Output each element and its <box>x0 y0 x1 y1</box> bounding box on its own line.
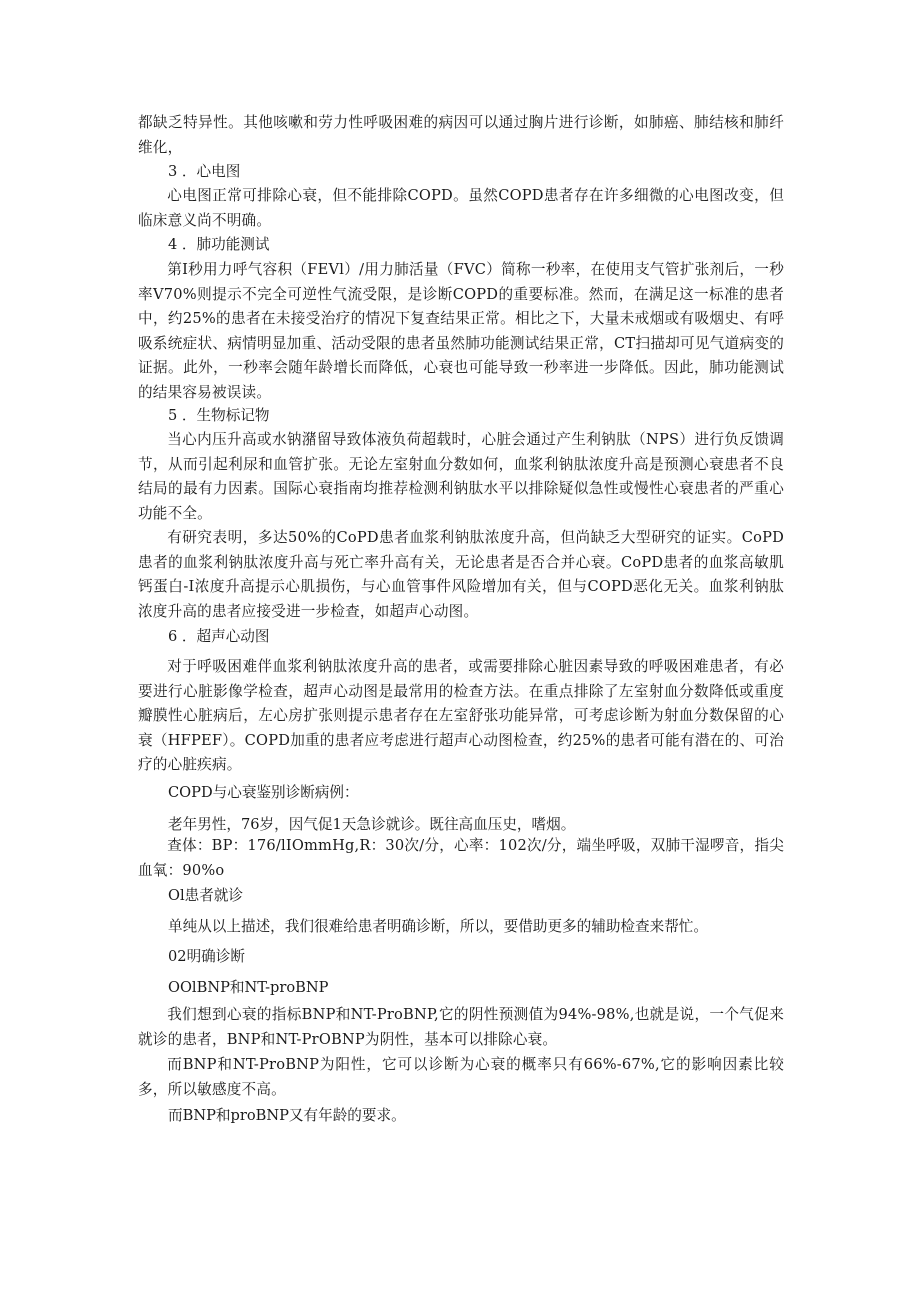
paragraph-biomarkers-b: 有研究表明，多达50%的CoPD患者血浆利钠肽浓度升高，但尚缺乏大型研究的证实。CoPD患者的血浆利钠肽浓度升高与死亡率升高有关，无论患者是否合并心衰。CoPD患者的血浆高敏肌钙蛋白-I浓度升高提示心肌损伤，与心血管事件风险增加有关，但与COPD恶化无关。血浆利钠肽浓度升高的患者应接受进一步检查，如超声心动图。 <box>138 529 784 620</box>
paragraph-echocardiography: 对于呼吸困难伴血浆利钠肽浓度升高的患者，或需要排除心脏因素导致的呼吸困难患者，有必要进行心脏影像学检查，超声心动图是最常用的检查方法。在重点排除了左室射血分数降低或重度瓣膜性心脏病后，左心房扩张则提示患者存在左室舒张功能异常，可考虑诊断为射血分数保留的心衰（HFPEF）。COPD加重的患者应考虑进行超声心动图检查，约25%的患者可能有潜在的、可治疗的心脏疾病。 <box>138 658 784 773</box>
paragraph-02c: 而BNP和proBNP又有年龄的要求。 <box>168 1107 406 1124</box>
paragraph-biomarkers-a: 当心内压升高或水钠潴留导致体液负荷超载时，心脏会通过产生利钠肽（NPS）进行负反馈调节，从而引起利尿和血管扩张。无论左室射血分数如何，血浆利钠肽浓度升高是预测心衰患者不良结局的最有力因素。国际心衰指南均推荐检测利钠肽水平以排除疑似急性或慢性心衰患者的严重心功能不全。 <box>138 431 784 522</box>
paragraph-ecg: 心电图正常可排除心衰，但不能排除COPD。虽然COPD患者存在许多细微的心电图改变，但临床意义尚不明确。 <box>138 187 784 229</box>
case-title: COPD与心衰鉴别诊断病例： <box>168 784 359 801</box>
paragraph-02a: 我们想到心衰的指标BNP和NT-ProBNP,它的阴性预测值为94%-98%,也就是说，一个气促来就诊的患者，BNP和NT-PrOBNP为阴性，基本可以排除心衰。 <box>138 1006 784 1048</box>
paragraph-pulmonary-function: 第I秒用力呼气容积（FEVl）/用力肺活量（FVC）简称一秒率，在使用支气管扩张剂后，一秒率V70%则提示不完全可逆性气流受限，是诊断COPD的重要标准。然而，在满足这一标准的患者中，约25%的患者在未接受治疗的情况下复查结果正常。相比之下，大量未戒烟或有吸烟史、有呼吸系统症状、病情明显加重、活动受限的患者虽然肺功能测试结果正常，CT扫描却可见气道病变的证据。此外，一秒率会随年龄增长而降低，心衰也可能导致一秒率进一步降低。因此，肺功能测试的结果容易被误读。 <box>138 261 784 401</box>
heading-ecg: 3 ．心电图 <box>168 163 241 180</box>
heading-biomarkers: 5 ．生物标记物 <box>168 407 270 424</box>
heading-pulmonary-function: 4 ．肺功能测试 <box>168 236 270 253</box>
paragraph-01: 单纯从以上描述，我们很难给患者明确诊断，所以，要借助更多的辅助检查来帮忙。 <box>168 918 708 935</box>
paragraph-02b: 而BNP和NT-ProBNP为阳性，它可以诊断为心衰的概率只有66%-67%,它的影响因素比较多，所以敏感度不高。 <box>138 1056 784 1098</box>
section-01: Ol患者就诊 <box>168 887 244 904</box>
section-02: 02明确诊断 <box>168 948 245 965</box>
case-history: 老年男性，76岁，因气促1天急诊就诊。既往高血压史，嗜烟。 <box>168 816 576 833</box>
section-02-sub: OOlBNP和NT-proBNP <box>168 979 329 996</box>
case-exam: 查体：BP：176/lIOmmHg,R：30次/分，心率：102次/分，端坐呼吸，双肺干湿啰音，指尖血氧：90%o <box>138 837 784 879</box>
heading-echocardiography: 6 ．超声心动图 <box>168 628 270 645</box>
paragraph-intro: 都缺乏特异性。其他咳嗽和劳力性呼吸困难的病因可以通过胸片进行诊断，如肺癌、肺结核和肺纤维化， <box>138 114 784 156</box>
